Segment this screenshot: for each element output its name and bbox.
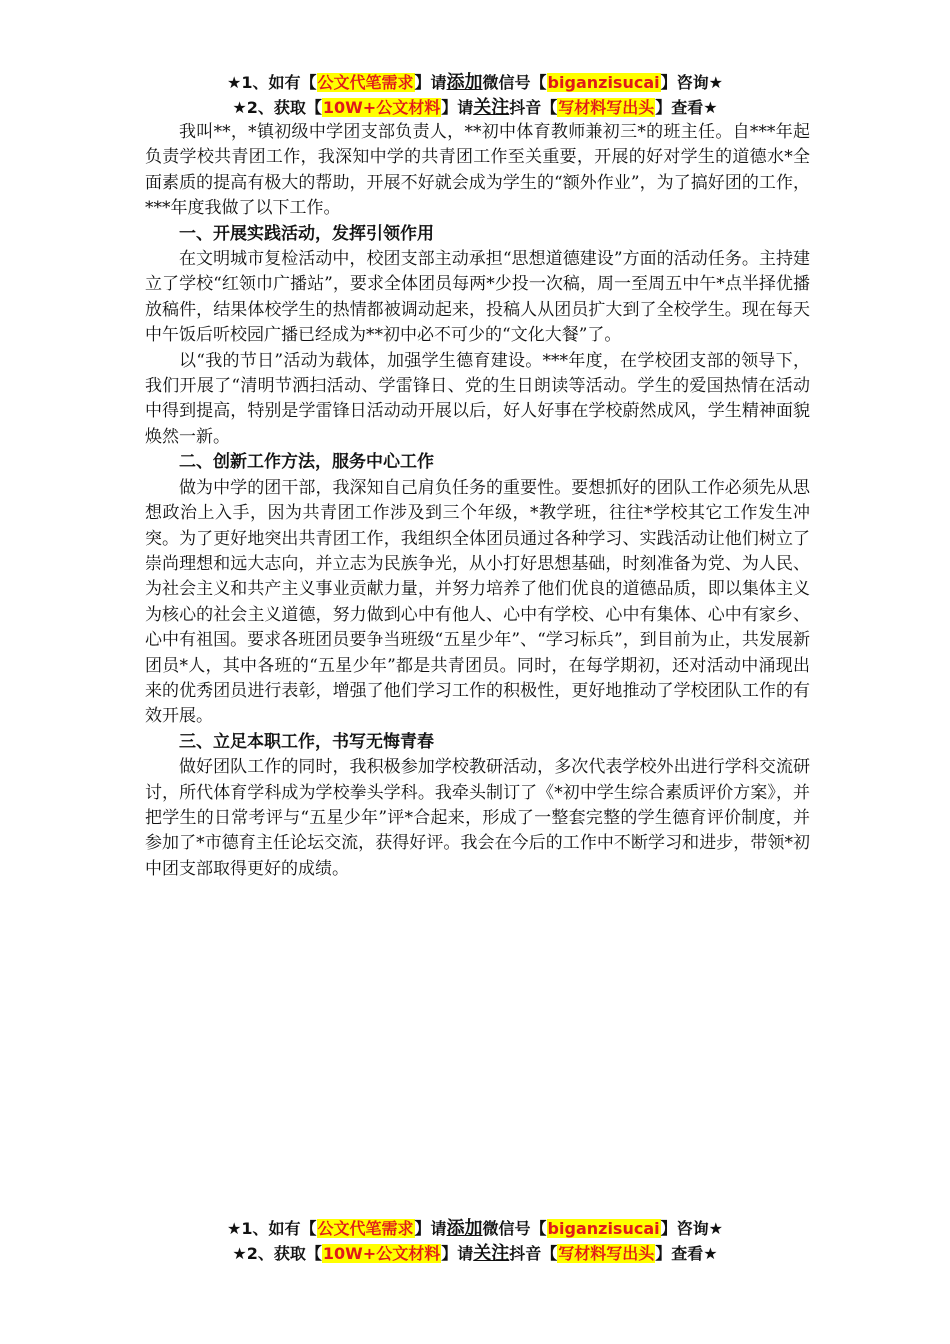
promo-douyin-id: 写材料写出头 <box>558 1244 655 1263</box>
promo-emphasis: 添加 <box>446 1218 483 1239</box>
section-heading-2: 二、创新工作方法，服务中心工作 <box>179 452 434 473</box>
promo-header <box>0 70 950 120</box>
promo-text: 抖音【 <box>509 1244 558 1263</box>
promo-line-2 <box>0 1241 950 1266</box>
paragraph-intro: 我叫**，*镇初级中学团支部负责人，**初中体育教师兼初三*的班主任。自***年起负责学校共青团工作，我深知中学的共青团工作至关重要，开展的好对学生的道德水*全面素质的提高有极大的帮助，开展不好就会成为学生的“额外作业”，为了搞好团的工作，***年度我做了以下工作。 <box>145 122 810 219</box>
promo-emphasis: 添加 <box>446 72 483 93</box>
promo-text: ★1、如有【 <box>227 73 317 92</box>
promo-text: 】请 <box>414 1219 447 1238</box>
promo-line-2 <box>0 95 950 120</box>
promo-emphasis: 关注 <box>473 97 510 118</box>
promo-wechat-id: biganzisucai <box>547 1219 660 1238</box>
paragraph: 在文明城市复检活动中，校团支部主动承担“思想道德建设”方面的活动任务。主持建立了学校“红领巾广播站”，要求全体团员每两*少投一次稿，周一至周五中午*点半择优播放稿件，结果体校学生的热情都被调动起来，投稿人从团员扩大到了全校学生。现在每天中午饭后听校园广播已经成为**初中必不可少的“文化大餐”了。 <box>145 249 810 346</box>
promo-douyin-id: 写材料写出头 <box>558 98 655 117</box>
promo-text: ★1、如有【 <box>227 1219 317 1238</box>
promo-highlight: 10W+公文材料 <box>322 1244 441 1263</box>
promo-text: 】咨询★ <box>660 73 723 92</box>
promo-highlight: 公文代笔需求 <box>317 1219 414 1238</box>
paragraph: 以“我的节日”活动为载体，加强学生德育建设。***年度，在学校团支部的领导下，我们开展了“清明节洒扫活动、学雷锋日、党的生日朗读等活动。学生的爱国热情在活动中得到提高，特别是学雷锋日活动动开展以后，好人好事在学校蔚然成风，学生精神面貌焕然一新。 <box>145 350 810 447</box>
promo-text: 抖音【 <box>509 98 558 117</box>
promo-text: ★2、获取【 <box>232 1244 322 1263</box>
section-heading-1: 一、开展实践活动，发挥引领作用 <box>179 223 434 244</box>
paragraph: 做为中学的团干部，我深知自己肩负任务的重要性。要想抓好的团队工作必须先从思想政治上入手，因为共青团工作涉及到三个年级，*教学班，往往*学校其它工作发生冲突。为了更好地突出共青团工作，我组织全体团员通过各种学习、实践活动让他们树立了崇尚理想和远大志向，并立志为民族争光，从小打好思想基础，时刻准备为党、为人民、为社会主义和共产主义事业贡献力量，并努力培养了他们优良的道德品质，即以集体主义为核心的社会主义道德，努力做到心中有他人、心中有学校、心中有集体、心中有家乡、心中有祖国。要求各班团员要争当班级“五星少年”、“学习标兵”，到目前为止，共发展新团员*人，其中各班的“五星少年”都是共青团员。同时，在每学期初，还对活动中涌现出来的优秀团员进行表彰，增强了他们学习工作的积极性，更好地推动了学校团队工作的有效开展。 <box>145 477 810 727</box>
promo-text: 】查看★ <box>655 1244 718 1263</box>
section-heading-3: 三、立足本职工作，书写无悔青春 <box>179 731 434 752</box>
promo-text: 】请 <box>414 73 447 92</box>
promo-text: ★2、获取【 <box>232 98 322 117</box>
promo-emphasis: 关注 <box>473 1243 510 1264</box>
promo-footer <box>0 1216 950 1266</box>
promo-line-1 <box>0 70 950 95</box>
paragraph: 做好团队工作的同时，我积极参加学校教研活动，多次代表学校外出进行学科交流研讨，所代体育学科成为学校拳头学科。我牵头制订了《*初中学生综合素质评价方案》，并把学生的日常考评与“五星少年”评*合起来，形成了一整套完整的学生德育评价制度，并参加了*市德育主任论坛交流，获得好评。我会在今后的工作中不断学习和进步，带领*初中团支部取得更好的成绩。 <box>145 757 810 879</box>
promo-text: 】查看★ <box>655 98 718 117</box>
promo-text: 】请 <box>441 98 474 117</box>
promo-line-1 <box>0 1216 950 1241</box>
article-body <box>145 120 810 882</box>
promo-text: 微信号【 <box>482 1219 547 1238</box>
promo-text: 】请 <box>441 1244 474 1263</box>
promo-highlight: 10W+公文材料 <box>322 98 441 117</box>
promo-text: 】咨询★ <box>660 1219 723 1238</box>
promo-wechat-id: biganzisucai <box>547 73 660 92</box>
promo-highlight: 公文代笔需求 <box>317 73 414 92</box>
promo-text: 微信号【 <box>482 73 547 92</box>
